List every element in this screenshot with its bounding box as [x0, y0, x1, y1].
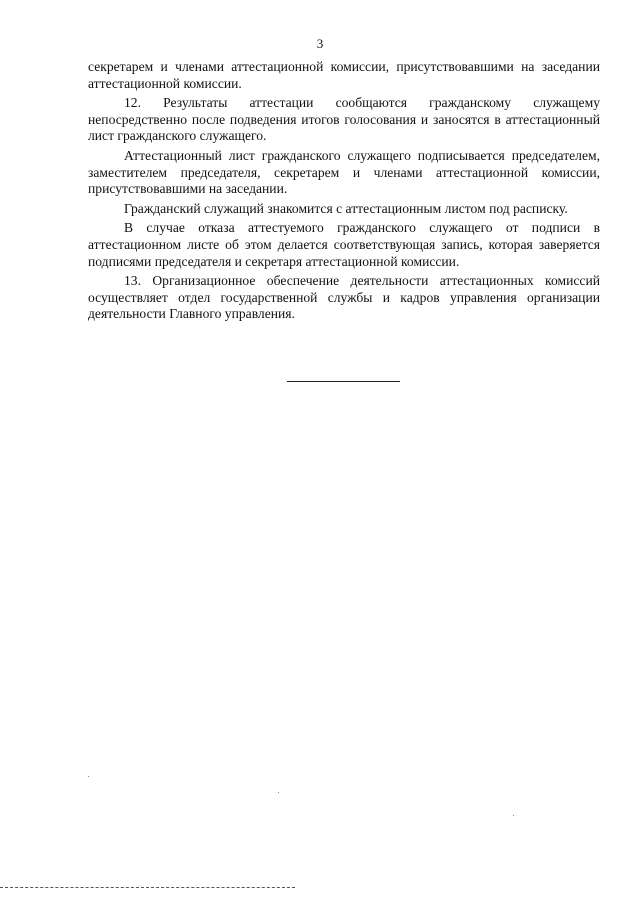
- scan-artifact: [278, 792, 279, 793]
- document-body: [88, 59, 600, 326]
- paragraph-acknowledgement: Гражданский служащий знакомится с аттестационным листом под расписку.: [124, 200, 568, 216]
- paragraph-continuation: секретарем и членами аттестационной комиссии, присутствовавшими на заседании аттестационной комиссии.: [88, 59, 600, 91]
- bottom-scan-rule: [0, 887, 295, 888]
- paragraph-attestation-sheet: Аттестационный лист гражданского служащего подписывается председателем, заместителем председателя, секретарем и членами аттестационной комиссии, присутствовавшими на заседании.: [88, 147, 600, 197]
- paragraph-item-12: 12. Результаты аттестации сообщаются гражданскому служащему непосредственно после подведения итогов голосования и заносятся в аттестационный лист гражданского служащего.: [88, 95, 600, 144]
- paragraph-item-13: 13. Организационное обеспечение деятельности аттестационных комиссий осуществляет отдел государственной службы и кадров управления организации деятельности Главного управления.: [88, 273, 600, 322]
- paragraph-refusal: В случае отказа аттестуемого гражданского служащего от подписи в аттестационном листе об этом делается соответствующая запись, которая заверяется подписями председателя и секретаря аттестационной комиссии.: [88, 220, 600, 269]
- scan-artifact: [88, 776, 89, 777]
- page-number: 3: [316, 36, 324, 51]
- scan-artifact: [513, 815, 514, 816]
- end-divider: [287, 381, 400, 382]
